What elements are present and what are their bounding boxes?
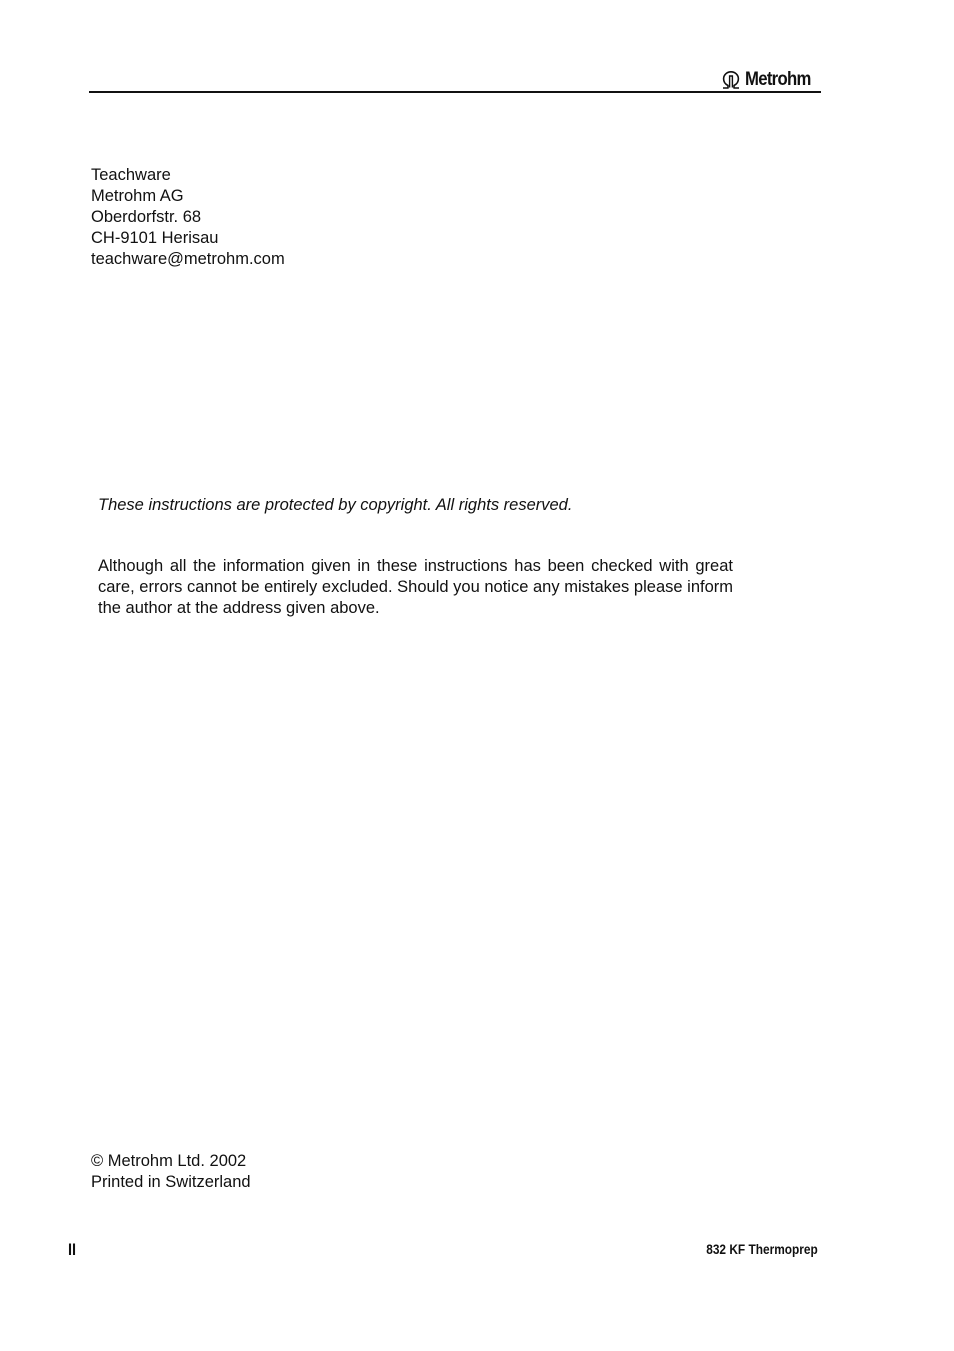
imprint	[91, 1151, 251, 1193]
email-address: teachware@metrohm.com	[91, 250, 285, 268]
omega-icon	[720, 70, 742, 90]
footer-product-title: 832 KF Thermoprep	[706, 1242, 818, 1257]
address-line: Metrohm AG	[91, 187, 184, 205]
copyright-line: © Metrohm Ltd. 2002	[91, 1152, 247, 1170]
header-rule	[89, 91, 821, 93]
copyright-notice: These instructions are protected by copyright. All rights reserved.	[98, 496, 573, 514]
disclaimer-paragraph: Although all the information given in these instructions has been checked with great care, errors cannot be entirely excluded. Should you notice any mistakes please inform the author at the address given above.	[98, 557, 733, 617]
logo-wordmark: Metrohm	[745, 69, 811, 90]
address-line: Teachware	[91, 166, 171, 184]
printed-in-line: Printed in Switzerland	[91, 1173, 251, 1191]
contact-address	[91, 165, 285, 270]
metrohm-logo	[720, 69, 820, 91]
address-line: Oberdorfstr. 68	[91, 208, 202, 226]
address-line: CH-9101 Herisau	[91, 229, 219, 247]
page-number: II	[68, 1240, 77, 1259]
